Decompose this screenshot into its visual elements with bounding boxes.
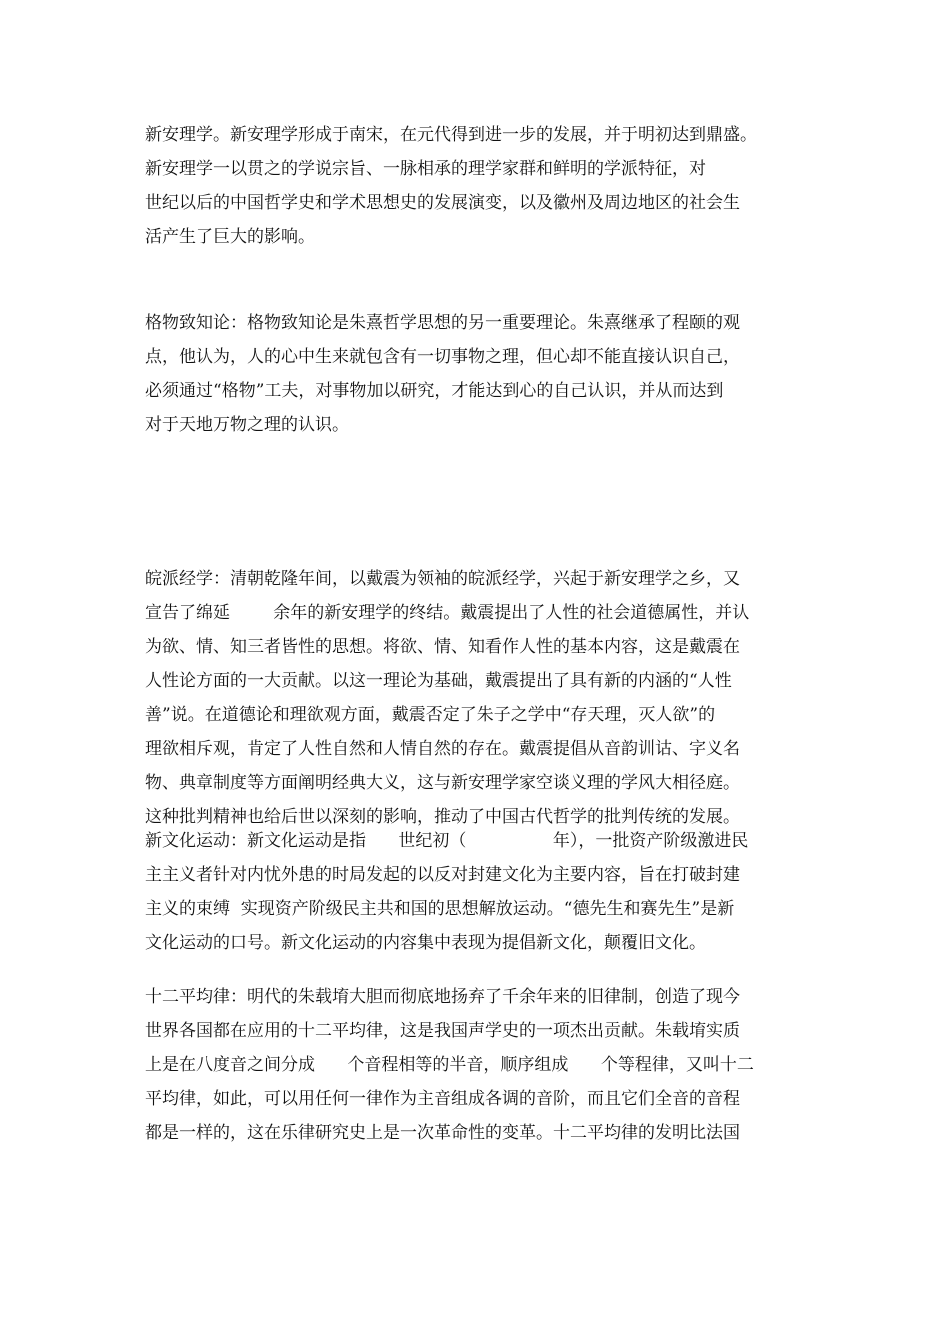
text-line: 新文化运动：新文化运动是指 世纪初（ 年），一批资产阶级激进民 bbox=[145, 831, 749, 851]
text-line: 十二平均律：明代的朱载堉大胆而彻底地扬弃了千余年来的旧律制，创造了现今 bbox=[145, 987, 740, 1007]
text-line: 上是在八度音之间分成 个音程相等的半音，顺序组成 个等程律，又叫十二 bbox=[145, 1055, 754, 1075]
text-line: 必须通过“格物”工夫，对事物加以研究，才能达到心的自己认识，并从而达到 bbox=[145, 381, 724, 401]
text-line: 为欲、情、知三者皆性的思想。将欲、情、知看作人性的基本内容，这是戴震在 bbox=[145, 637, 740, 657]
text-line: 宣告了绵延 余年的新安理学的终结。戴震提出了人性的社会道德属性，并认 bbox=[145, 603, 750, 623]
paragraph-xinan-lixue bbox=[145, 118, 815, 254]
text-line: 主义的束缚 实现资产阶级民主共和国的思想解放运动。“德先生和赛先生”是新 bbox=[145, 899, 735, 919]
paragraph-xin-wenhua-yundong bbox=[145, 824, 815, 960]
text-line: 格物致知论：格物致知论是朱熹哲学思想的另一重要理论。朱熹继承了程颐的观 bbox=[145, 313, 740, 333]
text-line: 理欲相斥观，肯定了人性自然和人情自然的存在。戴震提倡从音韵训诂、字义名 bbox=[145, 739, 740, 759]
text-line: 都是一样的，这在乐律研究史上是一次革命性的变革。十二平均律的发明比法国 bbox=[145, 1123, 740, 1143]
text-line: 新安理学一以贯之的学说宗旨、一脉相承的理学家群和鲜明的学派特征，对 bbox=[145, 159, 706, 179]
paragraph-gewu-zhizhi bbox=[145, 306, 815, 442]
text-line: 物、典章制度等方面阐明经典大义，这与新安理学家空谈义理的学风大相径庭。 bbox=[145, 773, 740, 793]
text-line: 活产生了巨大的影响。 bbox=[145, 227, 315, 247]
text-line: 主主义者针对内忧外患的时局发起的以反对封建文化为主要内容，旨在打破封建 bbox=[145, 865, 740, 885]
text-line: 世纪以后的中国哲学史和学术思想史的发展演变，以及徽州及周边地区的社会生 bbox=[145, 193, 740, 213]
text-line: 人性论方面的一大贡献。以这一理论为基础，戴震提出了具有新的内涵的“人性 bbox=[145, 671, 732, 691]
text-line: 平均律，如此，可以用任何一律作为主音组成各调的音阶，而且它们全音的音程 bbox=[145, 1089, 740, 1109]
text-line: 世界各国都在应用的十二平均律，这是我国声学史的一项杰出贡献。朱载堉实质 bbox=[145, 1021, 740, 1041]
text-line: 文化运动的口号。新文化运动的内容集中表现为提倡新文化，颠覆旧文化。 bbox=[145, 933, 706, 953]
text-line: 这种批判精神也给后世以深刻的影响，推动了中国古代哲学的批判传统的发展。 bbox=[145, 807, 740, 827]
text-line: 善”说。在道德论和理欲观方面，戴震否定了朱子之学中“存天理，灭人欲”的 bbox=[145, 705, 716, 725]
paragraph-wanpai-jingxue bbox=[145, 562, 815, 834]
text-line: 新安理学。新安理学形成于南宋，在元代得到进一步的发展，并于明初达到鼎盛。 bbox=[145, 125, 757, 145]
paragraph-shier-pingjunlv bbox=[145, 980, 815, 1150]
text-line: 皖派经学：清朝乾隆年间，以戴震为领袖的皖派经学，兴起于新安理学之乡，又 bbox=[145, 569, 740, 589]
text-line: 点，他认为，人的心中生来就包含有一切事物之理，但心却不能直接认识自己， bbox=[145, 347, 740, 367]
text-line: 对于天地万物之理的认识。 bbox=[145, 415, 349, 435]
